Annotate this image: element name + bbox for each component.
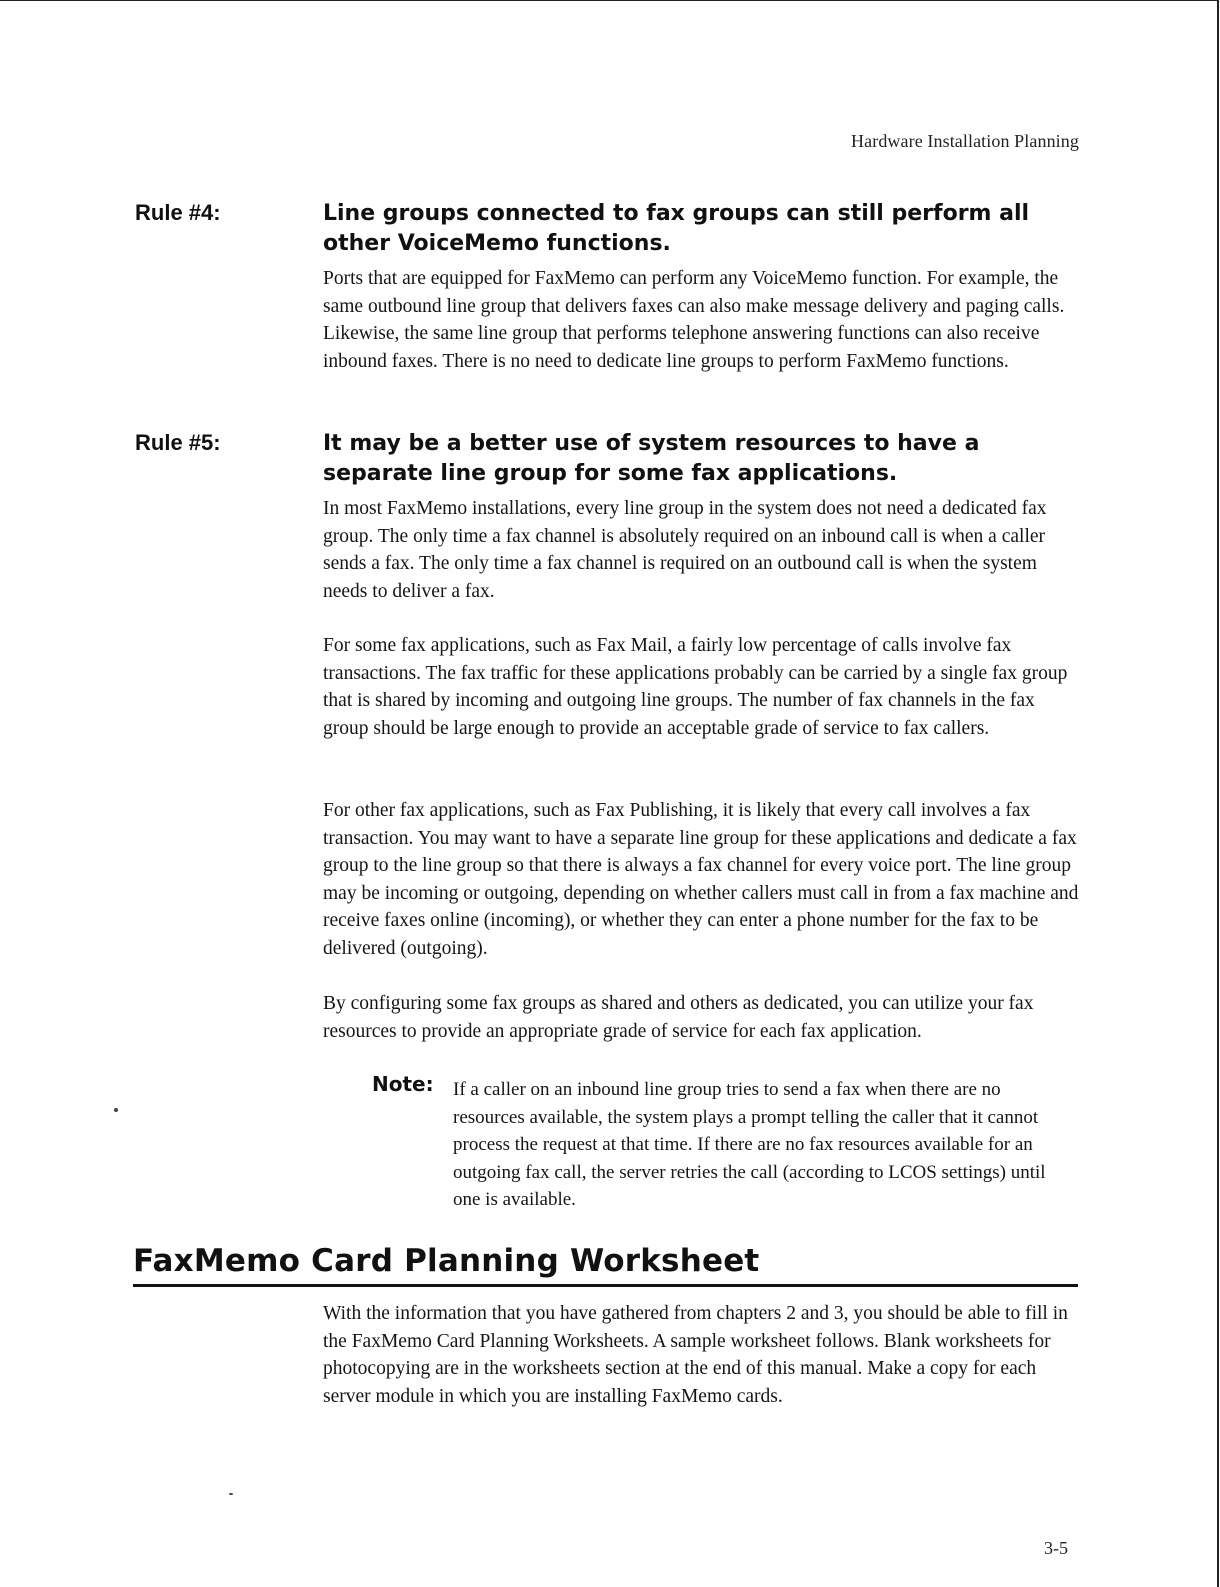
rule-5-paragraph-1: In most FaxMemo installations, every line group in the system does not need a dedicated fax group. The only time a fax channel is absolutely required on an inbound call is when a caller sends a fax. The only time a fax channel is required on an outbound call is when the system needs to deliver a fax.	[323, 498, 1047, 602]
rule-4-label: Rule #4:	[135, 200, 221, 225]
note-text: If a caller on an inbound line group tries to send a fax when there are no resources available, the system plays a prompt telling the caller that it cannot process the request at that time. If there are no fax resources available for an outgoing fax call, the server retries the call (according to LCOS settings) until one is available.	[453, 1079, 1046, 1210]
rule-5-heading: It may be a better use of system resources to have a separate line group for some fax applications.	[323, 431, 980, 486]
section-divider	[133, 1284, 1078, 1287]
rule-4-paragraph: Ports that are equipped for FaxMemo can perform any VoiceMemo function. For example, the same outbound line group that delivers faxes can also make message delivery and paging calls. Likewise, the same line group that performs telephone answering functions can also receive inbound faxes. There is no need to dedicate line groups to perform FaxMemo functions.	[323, 268, 1065, 372]
section-paragraph: With the information that you have gathered from chapters 2 and 3, you should be able to fill in the FaxMemo Card Planning Worksheets. A sample worksheet follows. Blank worksheets for photocopying are in the worksheets section at the end of this manual. Make a copy for each server module in which you are installing FaxMemo cards.	[323, 1303, 1068, 1407]
running-header: Hardware Installation Planning	[851, 131, 1079, 151]
rule-5-paragraph-4: By configuring some fax groups as shared and others as dedicated, you can utilize your fax resources to provide an appropriate grade of service for each fax application.	[323, 993, 1034, 1042]
page-top-edge	[0, 0, 1218, 3]
rule-5-paragraph-3: For other fax applications, such as Fax Publishing, it is likely that every call involves a fax transaction. You may want to have a separate line group for these applications and dedicate a fax group to the line group so that there is always a fax channel for every voice port. The line group may be incoming or outgoing, depending on whether callers must call in from a fax machine and receive faxes online (incoming), or whether they can enter a phone number for the fax to be delivered (outgoing).	[323, 800, 1079, 959]
rule-5-paragraph-2: For some fax applications, such as Fax Mail, a fairly low percentage of calls involve fax transactions. The fax traffic for these applications probably can be carried by a single fax group that is shared by incoming and outgoing line groups. The number of fax channels in the fax group should be large enough to provide an acceptable grade of service to fax callers.	[323, 635, 1068, 739]
scan-speck	[114, 1108, 118, 1112]
note-label: Note:	[372, 1072, 434, 1096]
rule-5-label: Rule #5:	[135, 430, 221, 455]
section-title: FaxMemo Card Planning Worksheet	[133, 1243, 760, 1279]
rule-4-heading: Line groups connected to fax groups can still perform all other VoiceMemo functions.	[323, 201, 1030, 256]
page-right-edge	[1217, 0, 1219, 1587]
scan-speck	[229, 1493, 233, 1495]
page-number: 3-5	[1044, 1538, 1068, 1558]
